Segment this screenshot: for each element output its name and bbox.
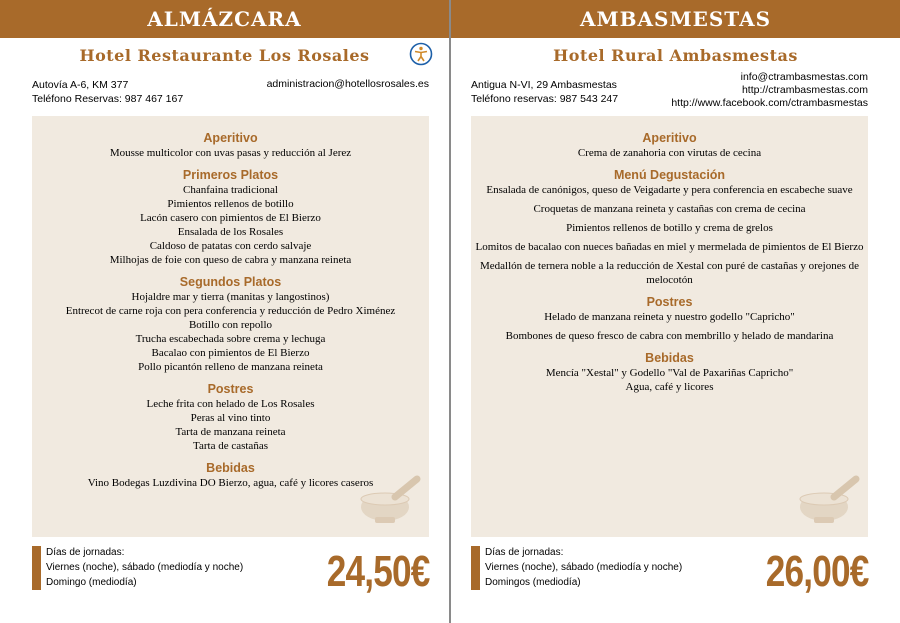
section-title-aperitivo: Aperitivo (203, 131, 258, 145)
menu-card (32, 116, 429, 537)
menu-item: Tarta de castañas (193, 440, 268, 452)
menu-item: Ensalada de los Rosales (177, 226, 284, 238)
menu-item: Milhojas de foie con queso de cabra y manzana reineta (109, 254, 352, 266)
accent-bar (471, 546, 480, 590)
menu-panel-almazcara (0, 0, 449, 623)
schedule-line: Viernes (noche), sábado (mediodía y noche) (46, 562, 244, 573)
menu-price: 26,00€ (766, 547, 869, 596)
accessibility-person-icon (409, 42, 433, 66)
menu-item: Tarta de manzana reineta (175, 426, 286, 438)
menu-item: Medallón de ternera noble a la reducción de Xestal con puré de castañas y orejones de melocotón (479, 260, 860, 286)
section-title-degustacion: Menú Degustación (613, 168, 726, 182)
section-title-aperitivo: Aperitivo (642, 131, 697, 145)
location-banner: AMBASMESTAS (451, 0, 900, 38)
schedule-block (485, 545, 682, 590)
schedule-block (46, 545, 243, 590)
schedule-line: Viernes (noche), sábado (mediodía y noche) (485, 562, 683, 573)
menu-item: Pimientos rellenos de botillo y crema de grelos (566, 222, 773, 234)
menu-item: Botillo con repollo (188, 319, 273, 331)
email-link[interactable]: info@ctrambasmestas.com (740, 71, 868, 83)
menu-item: Bombones de queso fresco de cabra con membrillo y helado de mandarina (505, 330, 834, 342)
menu-footer (32, 545, 432, 605)
menu-item: Pollo picantón relleno de manzana reineta (138, 361, 323, 373)
menu-item: Hojaldre mar y tierra (manitas y langostinos) (131, 291, 330, 303)
hotel-name-text: Hotel Restaurante Los Rosales (79, 46, 370, 65)
location-banner: ALMÁZCARA (0, 0, 449, 38)
section-title-postres: Postres (207, 382, 254, 396)
schedule-line: Domingo (mediodía) (46, 577, 137, 588)
menu-panel-ambasmestas (451, 0, 900, 623)
phone-line: Teléfono reservas: 987 543 247 (471, 93, 619, 105)
section-title-bebidas: Bebidas (645, 351, 694, 365)
schedule-title: Días de jornadas: (485, 547, 564, 558)
menu-item: Ensalada de canónigos, queso de Veigadarte y pera conferencia en escabeche suave (486, 184, 853, 196)
menu-item: Helado de manzana reineta y nuestro godello "Capricho" (544, 311, 795, 323)
menu-price: 24,50€ (327, 547, 430, 596)
menu-item: Crema de zanahoria con virutas de cecina (577, 147, 762, 159)
address-line: Antigua N-VI, 29 Ambasmestas (471, 79, 617, 91)
menu-item: Entrecot de carne roja con pera conferencia y reducción de Pedro Ximénez (65, 305, 396, 317)
web-block (267, 78, 429, 91)
schedule-line: Domingos (mediodía) (485, 577, 581, 588)
schedule-title: Días de jornadas: (46, 547, 125, 558)
menu-item: Trucha escabechada sobre crema y lechuga (135, 333, 326, 345)
mortar-and-pestle-icon (794, 469, 862, 529)
menu-item: Chanfaina tradicional (183, 184, 278, 196)
menu-item: Mencía "Xestal" y Godello "Val de Paxariñas Capricho" (545, 367, 794, 379)
contact-info (0, 76, 449, 114)
menu-item: Agua, café y licores (625, 381, 714, 393)
section-title-bebidas: Bebidas (206, 461, 255, 475)
section-title-postres: Postres (646, 295, 693, 309)
section-title-primeros: Primeros Platos (182, 168, 279, 182)
hotel-name (451, 44, 900, 68)
menu-footer (471, 545, 871, 605)
address-block (471, 78, 618, 106)
menu-item: Lacón casero con pimientos de El Bierzo (140, 212, 321, 224)
address-line: Autovía A-6, KM 377 (32, 79, 129, 91)
menu-item: Vino Bodegas Luzdivina DO Bierzo, agua, café y licores caseros (87, 477, 374, 489)
hotel-name (0, 44, 449, 68)
web-block (671, 71, 868, 110)
accent-bar (32, 546, 41, 590)
menu-item: Lomitos de bacalao con nueces bañadas en miel y mermelada de pimientos de El Bierzo (475, 241, 864, 253)
menu-item: Leche frita con helado de Los Rosales (146, 398, 315, 410)
website-link[interactable]: http://ctrambasmestas.com (741, 84, 868, 96)
menu-item: Croquetas de manzana reineta y castañas con crema de cecina (533, 203, 806, 215)
facebook-link[interactable]: http://www.facebook.com/ctrambasmestas (671, 97, 868, 109)
menu-card (471, 116, 868, 537)
menu-item: Caldoso de patatas con cerdo salvaje (149, 240, 312, 252)
menu-item: Peras al vino tinto (190, 412, 271, 424)
section-title-segundos: Segundos Platos (179, 275, 282, 289)
menu-item: Pimientos rellenos de botillo (167, 198, 294, 210)
menu-item: Mousse multicolor con uvas pasas y reducción al Jerez (109, 147, 352, 159)
email-link[interactable]: administracion@hotellosrosales.es (266, 78, 429, 90)
address-block (32, 78, 183, 106)
contact-info (451, 71, 900, 114)
menu-item: Bacalao con pimientos de El Bierzo (151, 347, 310, 359)
hotel-name-text: Hotel Rural Ambasmestas (553, 46, 798, 65)
phone-line: Teléfono Reservas: 987 467 167 (32, 93, 184, 105)
